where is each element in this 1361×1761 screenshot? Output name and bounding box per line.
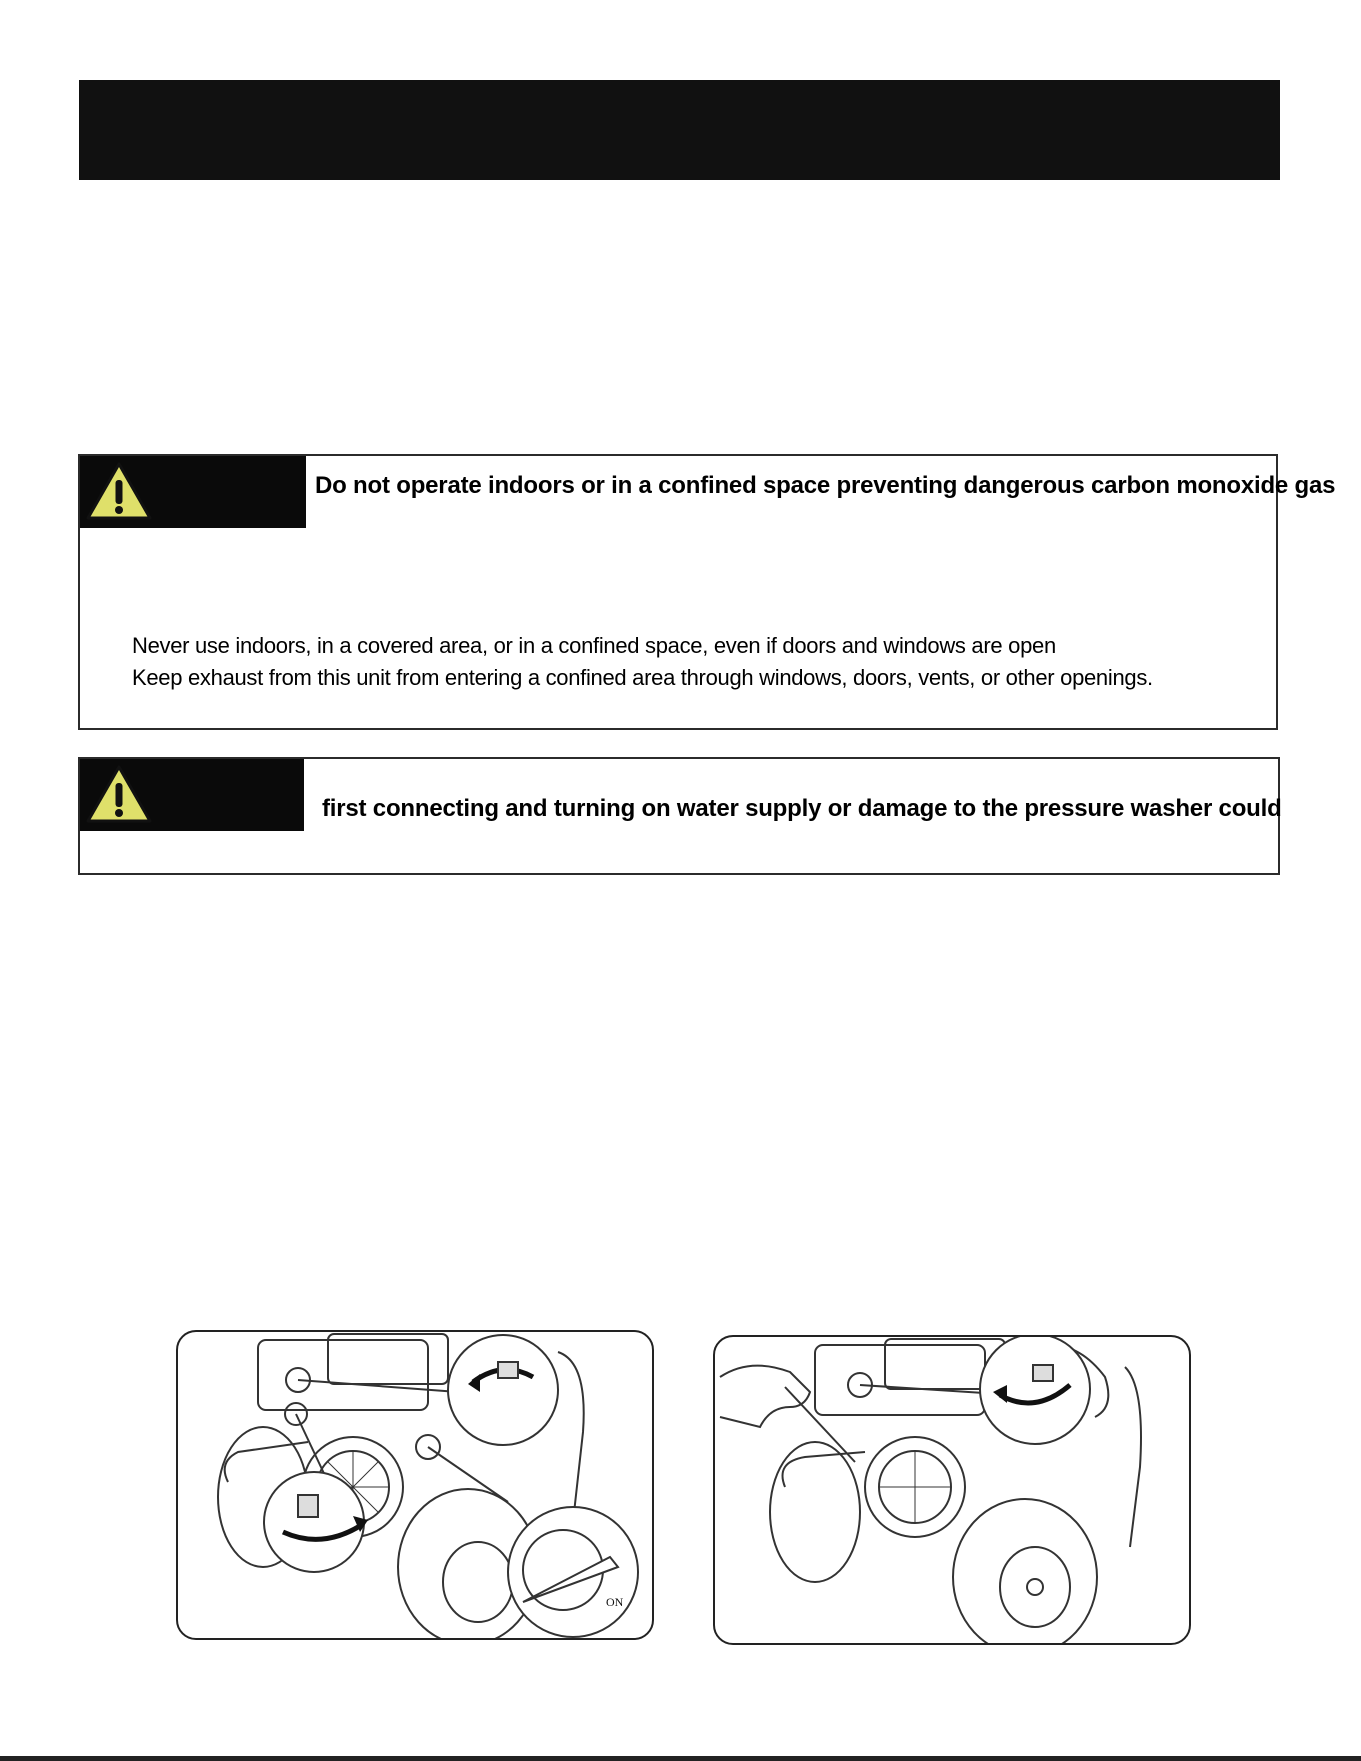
warning-list-item: Keep exhaust from this unit from entering a confined area through windows, doors, vents, or other openings. — [132, 665, 1153, 690]
warning-triangle-icon — [84, 460, 154, 522]
warning-list-item: Never use indoors, in a covered area, or in a confined space, even if doors and windows are open — [132, 633, 1056, 658]
warning-triangle-icon — [84, 763, 154, 825]
dial-on-label: ON — [606, 1595, 624, 1609]
section-header-band — [79, 80, 1280, 180]
warning-box-water-supply — [78, 757, 1280, 875]
warning-tag — [80, 456, 306, 528]
warning-headline: first connecting and turning on water supply or damage to the pressure washer could — [322, 795, 1282, 822]
figure-engine-controls — [176, 1330, 654, 1640]
warning-list — [132, 630, 1153, 694]
warning-box-carbon-monoxide — [78, 454, 1336, 730]
page-bottom-rule — [0, 1756, 1361, 1761]
pressure-washer-illustration — [178, 1332, 652, 1638]
warning-tag — [80, 759, 304, 831]
warning-headline: Do not operate indoors or in a confined space preventing dangerous carbon monoxide gas — [315, 472, 1336, 499]
pressure-washer-start-illustration — [715, 1337, 1189, 1643]
figure-starting — [713, 1335, 1191, 1645]
